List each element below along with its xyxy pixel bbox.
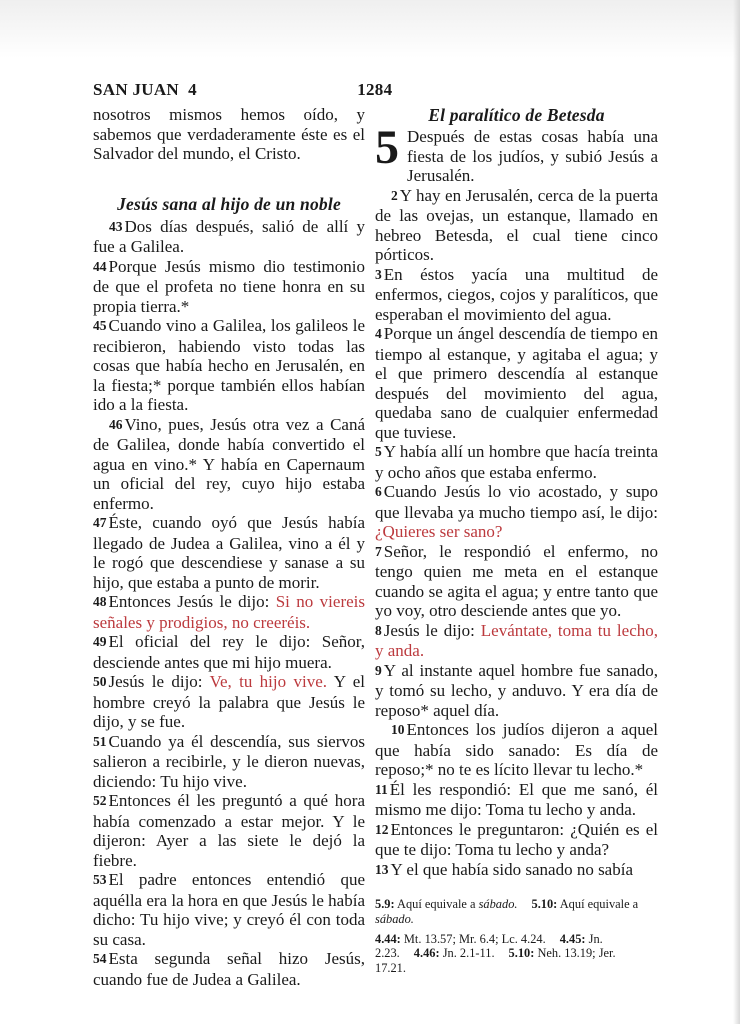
right-column xyxy=(375,105,658,989)
footnote-ref: 4.45: xyxy=(559,931,586,946)
verse-text: Entonces le preguntaron: ¿Quién es el que te dijo: Toma tu lecho y anda? xyxy=(375,819,658,859)
verse-number: 2 xyxy=(391,187,398,203)
verse-text: Vino, pues, Jesús otra vez a Caná de Galilea, donde había convertido el agua en vino.* Y había en Capernaum un oficial del rey, cuyo hijo estaba enfermo. xyxy=(93,414,365,513)
verse-text: El padre entonces entendió que aquélla era la hora en que Jesús le había dicho: Tu hijo vive; y creyó él con toda su casa. xyxy=(93,870,365,949)
verse-54 xyxy=(93,949,365,989)
footnote-text: sábado. xyxy=(375,911,414,926)
verse-5 xyxy=(375,442,658,482)
footnote-ref: 5.9: xyxy=(375,897,395,911)
page-top-shadow xyxy=(0,0,740,58)
red-letter-text: Levántate, toma tu lecho, y anda. xyxy=(375,620,658,660)
verse-text: Y el que había sido sanado no sabía xyxy=(390,859,633,879)
verse-number: 5 xyxy=(375,444,382,459)
verse-44 xyxy=(93,257,365,317)
verse-43 xyxy=(93,217,365,257)
left-column xyxy=(93,105,365,989)
verse-text: Éste, cuando oyó que Jesús había llegado de Judea a Galilea, vino a él y le rogó que descendiese y sanase a su hijo, que estaba a punto de morir. xyxy=(93,513,365,592)
verse-number: 54 xyxy=(93,951,107,966)
verse-12 xyxy=(375,820,658,860)
verse-text: Señor, le respondió el enfermo, no tengo quien me meta en el estanque cuando se agita el agua; y entre tanto que yo voy, otro desciende antes que yo. xyxy=(375,541,658,620)
verse-text: Entonces Jesús le dijo: xyxy=(108,592,276,611)
verse-text: Dos días después, salió de allí y fue a Galilea. xyxy=(93,216,365,256)
footnote-entry xyxy=(375,897,518,911)
verse-49 xyxy=(93,632,365,672)
verse-45 xyxy=(93,316,365,415)
verse-number: 44 xyxy=(93,258,107,274)
footnotes xyxy=(375,897,658,976)
verse-42-continuation: nosotros mismos hemos oído, y sabemos que verdaderamente éste es el Salvador del mundo, el Cristo. xyxy=(93,105,365,163)
verse-46 xyxy=(93,415,365,514)
footnote-text: sábado. xyxy=(478,897,518,911)
footnote-text: Neh. 13.19; Jer. 17.21. xyxy=(375,946,616,976)
verse-text: Jesús le dijo: xyxy=(108,672,210,691)
footnote-entry xyxy=(375,946,616,975)
red-letter-text: Ve, tu hijo vive. xyxy=(209,672,327,691)
verse-13 xyxy=(375,860,658,881)
footnote-ref: 4.46: xyxy=(413,946,440,961)
section-heading-right: El paralítico de Betesda xyxy=(428,105,605,125)
verse-5-1-text: Después de estas cosas había una fiesta de los judíos, y subió Jesús a Jerusalén. xyxy=(407,127,658,185)
verse-text: Jesús le dijo: xyxy=(383,620,481,640)
verse-text: Y hay en Jerusalén, cerca de la puerta de las ovejas, un estanque, llamado en hebreo Betesda, el cual tiene cinco pórticos. xyxy=(375,185,658,264)
footnote-text: Jn. 2.1-11. xyxy=(439,946,495,961)
verse-text: Entonces él les preguntó a qué hora había comenzado a estar mejor. Y le dijeron: Ayer a las siete le dejó la fiebre. xyxy=(93,791,365,870)
verse-number: 4 xyxy=(375,326,382,341)
verse-4 xyxy=(375,324,658,442)
running-header xyxy=(93,80,658,99)
verse-52 xyxy=(93,791,365,870)
verse-51 xyxy=(93,732,365,792)
two-column-layout xyxy=(93,105,658,989)
verse-number: 52 xyxy=(93,793,107,808)
verse-50 xyxy=(93,672,365,732)
verse-number: 50 xyxy=(93,674,107,689)
verse-text: Cuando ya él descendía, sus siervos salieron a recibirle, y le dieron nuevas, diciendo: Tu hijo vive. xyxy=(93,731,365,791)
verse-number: 9 xyxy=(375,662,382,678)
chapter-number-dropcap: 5 xyxy=(375,121,399,174)
left-verses xyxy=(93,217,365,990)
verse-53 xyxy=(93,870,365,949)
footnote-entry xyxy=(375,932,546,946)
verse-number: 51 xyxy=(93,733,107,749)
footnote-group-1 xyxy=(375,897,658,927)
verse-number: 43 xyxy=(109,218,123,234)
verse-number: 45 xyxy=(93,318,107,333)
verse-number: 8 xyxy=(375,622,382,638)
verse-8 xyxy=(375,621,658,661)
verse-text: Él les respondió: El que me sanó, él mismo me dijo: Toma tu lecho y anda. xyxy=(375,779,658,819)
verse-number: 13 xyxy=(375,861,389,877)
verse-5-1 xyxy=(375,121,658,186)
verse-number: 10 xyxy=(391,722,405,737)
verse-number: 46 xyxy=(109,416,123,432)
verse-text: Esta segunda señal hizo Jesús, cuando fue de Judea a Galilea. xyxy=(93,949,365,989)
verse-text: Porque un ángel descendía de tiempo en tiempo al estanque, y agitaba el agua; y el que primero descendía al estanque después del movimiento del agua, quedaba sano de cualquier enfermedad que tuviese. xyxy=(375,324,658,442)
verse-number: 12 xyxy=(375,821,389,837)
red-letter-text: ¿Quieres ser sano? xyxy=(375,522,503,541)
section-heading-left: Jesús sana al hijo de un noble xyxy=(117,193,341,214)
verse-10 xyxy=(375,720,658,780)
verse-11 xyxy=(375,780,658,820)
text-block xyxy=(93,80,658,989)
footnote-ref: 4.44: xyxy=(375,931,401,946)
book-title: SAN JUAN 4 xyxy=(93,80,197,99)
verse-text: Porque Jesús mismo dio testimonio de que el profeta no tiene honra en su propia tierra.* xyxy=(93,256,365,316)
verse-text: Y al instante aquel hombre fue sanado, y tomó su lecho, y anduvo. Y era día de reposo* aquel día. xyxy=(375,660,658,720)
verse-text: Y el hombre creyó la palabra que Jesús le dijo, y se fue. xyxy=(93,672,365,731)
verse-text: El oficial del rey le dijo: Señor, desciende antes que mi hijo muera. xyxy=(93,632,365,672)
verse-text: En éstos yacía una multitud de enfermos, ciegos, cojos y paralíticos, que esperaban el movimiento del agua. xyxy=(375,264,658,324)
verse-47 xyxy=(93,513,365,592)
verse-text: Cuando Jesús lo vio acostado, y supo que llevaba ya mucho tiempo así, le dijo: xyxy=(375,482,658,522)
verse-number: 3 xyxy=(375,266,382,282)
footnote-text: Jn. 2.23. xyxy=(375,931,603,961)
verse-text: Y había allí un hombre que hacía treinta y ocho años que estaba enfermo. xyxy=(375,442,658,482)
verse-7 xyxy=(375,542,658,621)
verse-number: 53 xyxy=(93,872,107,887)
verse-text: Cuando vino a Galilea, los galileos le recibieron, habiendo visto todas las cosas que había hecho en Jerusalén, en la fiesta;* porque también ellos habían ido a la fiesta. xyxy=(93,316,365,414)
verse-2 xyxy=(375,186,658,265)
footnote-entry xyxy=(414,946,495,960)
footnote-text: Mt. 13.57; Mr. 6.4; Lc. 4.24. xyxy=(400,931,546,946)
footnote-text: Aquí equivale a xyxy=(394,897,479,911)
verse-text: Entonces los judíos dijeron a aquel que había sido sanado: Es día de reposo;* no te es lícito llevar tu lecho.* xyxy=(375,720,658,779)
verse-number: 48 xyxy=(93,594,107,609)
verse-number: 7 xyxy=(375,543,382,559)
footnote-text: Aquí equivale a xyxy=(557,897,639,911)
footnote-ref: 5.10: xyxy=(531,897,558,911)
footnote-group-2 xyxy=(375,932,658,976)
verse-6 xyxy=(375,482,658,542)
right-verses xyxy=(375,186,658,881)
verse-number: 11 xyxy=(375,781,388,797)
verse-number: 6 xyxy=(375,484,382,499)
footnote-ref: 5.10: xyxy=(508,946,535,961)
red-letter-text: Si no viereis señales y prodigios, no creeréis. xyxy=(93,592,365,632)
verse-9 xyxy=(375,661,658,721)
verse-48 xyxy=(93,592,365,632)
verse-number: 49 xyxy=(93,634,107,649)
page-number: 1284 xyxy=(357,80,393,99)
verse-3 xyxy=(375,265,658,325)
verse-number: 47 xyxy=(93,515,107,530)
page-right-edge-shadow xyxy=(733,0,740,1024)
